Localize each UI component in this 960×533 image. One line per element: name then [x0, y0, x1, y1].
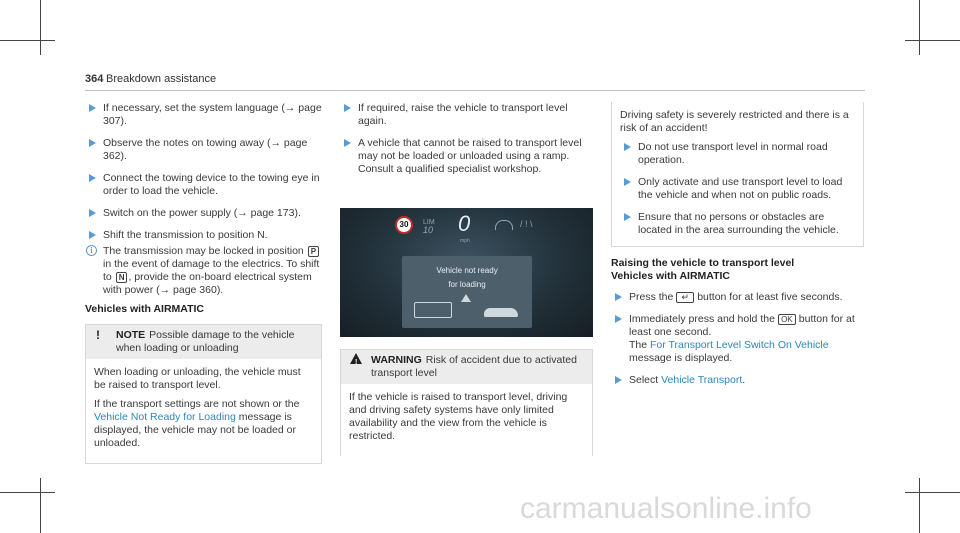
lane-icon: / ! \	[520, 219, 533, 229]
watermark: carmanualsonline.info	[520, 492, 812, 525]
step-bullet-icon	[615, 293, 622, 301]
step-bullet-icon	[89, 139, 96, 147]
crop-mark	[40, 0, 41, 55]
gear-p-icon: P	[308, 246, 319, 257]
column-2	[340, 102, 593, 185]
step: If necessary, set the system language (→ page 307).	[85, 102, 322, 128]
step-bullet-icon	[615, 376, 622, 384]
step-bullet-icon	[624, 213, 631, 221]
section-heading: Vehicles with AIRMATIC	[85, 303, 205, 315]
notice-body: When loading or unloading, the vehicle must be raised to transport level. If the transport settings are not shown or the Vehicle Not Ready for Loading message is displayed, the vehicle may not be loaded or unloaded.	[94, 366, 301, 449]
column-1	[85, 102, 322, 464]
column-2-lower	[340, 349, 593, 456]
step-bullet-icon	[89, 174, 96, 182]
speed-value: 0	[458, 211, 471, 236]
crop-mark	[919, 478, 920, 533]
step-bullet-icon	[89, 209, 96, 217]
menu-item-link: Vehicle Transport	[661, 374, 743, 386]
crop-mark	[40, 478, 41, 533]
step-bullet-icon	[624, 143, 631, 151]
crop-mark	[0, 40, 55, 41]
step: Only activate and use transport level to load the vehicle and when not on public roads.	[620, 176, 855, 202]
lim-value: 10	[423, 225, 434, 235]
step-bullet-icon	[344, 139, 351, 147]
warning-body: If the vehicle is raised to transport level, driving and driving safety systems have only limited availability and the view from the vehicle is restricted.	[349, 391, 568, 442]
notice-header: ! NOTE Possible damage to the vehicle when loading or unloading	[86, 325, 321, 359]
message-link: For Transport Level Switch On Vehicle	[650, 339, 829, 351]
page-title: Breakdown assistance	[106, 73, 217, 85]
step: Do not use transport level in normal road operation.	[620, 141, 855, 167]
car-icon	[484, 308, 518, 317]
step: Press the ↵ button for at least five seconds.	[611, 291, 864, 304]
step: Shift the transmission to position N.	[85, 229, 322, 242]
warning-box-continued	[611, 102, 864, 247]
step: If required, raise the vehicle to transport level again.	[340, 102, 593, 128]
tow-truck-icon	[414, 302, 452, 318]
page-number: 364	[85, 73, 104, 85]
gear-n-icon: N	[116, 272, 128, 283]
warning-header: ! WARNING Risk of accident due to activated transport level	[341, 350, 592, 384]
speed-limit-sign: 30	[395, 216, 413, 234]
step-bullet-icon	[624, 178, 631, 186]
exclamation-icon: !	[96, 328, 100, 342]
step-bullet-icon	[344, 104, 351, 112]
warning-body-continued: Driving safety is severely restricted and there is a risk of an accident! Do not use transport level in normal road operation. Only activate and use transport level to load the vehicle and when not on public roads. Ensure that no persons or obstacles are located in the area surrounding the vehicle.	[612, 102, 863, 246]
step-bullet-icon	[89, 104, 96, 112]
assist-icon	[495, 220, 513, 230]
lim-label: LIM	[423, 219, 435, 226]
warning-triangle-icon	[461, 294, 471, 302]
section-subheading: Vehicles with AIRMATIC	[611, 270, 731, 282]
crop-mark	[919, 0, 920, 55]
step-bullet-icon	[89, 231, 96, 239]
step: Ensure that no persons or obstacles are located in the area surrounding the vehicle.	[620, 211, 855, 237]
step: Observe the notes on towing away (→ page 362).	[85, 137, 322, 163]
step: Select Vehicle Transport.	[611, 374, 864, 387]
warning-triangle-icon: !	[350, 353, 362, 364]
instrument-cluster-image	[340, 208, 593, 337]
ok-button-icon: OK	[778, 314, 796, 325]
step: Immediately press and hold the OK button for at least one second. The For Transport Level Switch On Vehicle message is displayed.	[611, 313, 864, 365]
back-button-icon: ↵	[676, 292, 694, 303]
message-line-1: Vehicle not ready	[436, 266, 498, 275]
column-3	[611, 102, 864, 396]
message-link: Vehicle Not Ready for Loading	[94, 411, 236, 423]
section-heading: Raising the vehicle to transport level	[611, 257, 795, 269]
notice-box	[85, 324, 322, 464]
step: Switch on the power supply (→ page 173).	[85, 207, 322, 220]
crop-mark	[0, 492, 55, 493]
info-note: i The transmission may be locked in position P in the event of damage to the electrics. To shift to N , provide the on-board electrical system with power (→ page 360).	[85, 245, 322, 297]
step-bullet-icon	[615, 315, 622, 323]
step: A vehicle that cannot be raised to transport level may not be loaded or unloaded using a ramp. Consult a qualified specialist workshop.	[340, 137, 593, 176]
speed-unit: mph	[460, 238, 470, 244]
crop-mark	[905, 492, 960, 493]
crop-mark	[905, 40, 960, 41]
message-panel	[402, 256, 532, 328]
message-line-2: for loading	[448, 280, 486, 289]
step: Connect the towing device to the towing eye in order to load the vehicle.	[85, 172, 322, 198]
info-icon: i	[86, 245, 97, 256]
warning-box	[340, 349, 593, 456]
header-divider	[85, 90, 865, 91]
